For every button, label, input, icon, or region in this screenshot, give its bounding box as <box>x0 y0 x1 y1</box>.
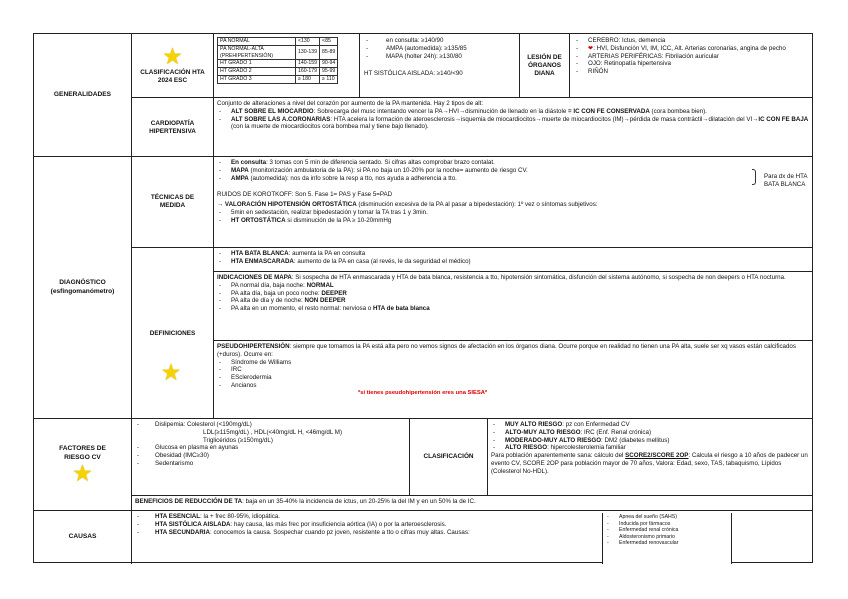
causa-sistolica: - HTA SISTÓLICA AISLADA: hay causa, las más frec por insuficiencia aórtica (IA) o por la arteroesclerosis. <box>135 521 611 529</box>
brace-note: Para dx de HTA BATA BLANCA <box>764 173 808 188</box>
clasificacion-row <box>132 34 812 98</box>
cardiopatia-list <box>217 108 809 131</box>
factores-content <box>132 419 812 510</box>
bata-enmascarada: - HTA ENMASCARADA: aumento de la PA en casa (al revés, le da seguridad el médico) <box>217 258 809 266</box>
section-label-causas: CAUSAS <box>34 511 132 564</box>
star-icon: ★ <box>163 45 182 68</box>
valoracion-heading: → VALORACIÓN HIPOTENSIÓN ORTOSTÁTICA (disminución excesiva de la PA al pasar a bipedestación): 1º vez o síntomas subjetivos: <box>217 201 598 208</box>
secundaria-apnea: - Apnea del sueño (SAHS) <box>605 514 729 521</box>
pseudo-irc: - IRC <box>217 366 809 374</box>
tecnica-consulta: - En consulta: 3 tomas con 5 min de diferencia sentado. Si cifras altas comprobar brazo contalat. <box>217 159 687 167</box>
pseudo-esclerodermia: - ESclerodermia <box>217 374 809 382</box>
riesgo-content <box>488 419 812 495</box>
section-label-factores: FACTORES DE RIESGO CV ★ <box>34 419 132 510</box>
mapa-deeper: - PA alta día, baja un poco noche: DEEPER <box>217 290 809 298</box>
secundaria-farmacos: - Inducida por fármacos <box>605 521 729 528</box>
secundaria-aldosteronismo: - Aldosteronismo primario <box>605 534 729 541</box>
bp-classification-table <box>217 37 338 84</box>
bp-systolic-cell: <130 <box>296 38 320 46</box>
lesion-list <box>574 37 808 76</box>
factores-list <box>135 421 406 468</box>
causas-list <box>135 513 611 536</box>
valoracion-step: - 5min en sedestación, realizar bipedestación y tomar la TA tras 1 y 3min. <box>217 209 809 217</box>
causa-secundaria: - HTA SECUNDARIA: conocemos la causa. Sospechar cuando pz joven, resistente a tto o cifras muy altas. Causas: <box>135 529 611 537</box>
star-icon: ★ <box>162 362 180 384</box>
bp-criteria-list <box>364 37 515 60</box>
causas-content <box>132 511 812 564</box>
bp-table-row <box>218 76 338 84</box>
brace-mark <box>752 169 756 185</box>
definiciones-content <box>214 248 812 418</box>
lesion-items-cell <box>570 34 812 97</box>
bp-table-row <box>218 68 338 76</box>
mapa-normal: - PA normal día, baja noche: NORMAL <box>217 282 809 290</box>
pseudo-list <box>217 359 809 390</box>
secundaria-renal: - Enfermedad renal crónica <box>605 527 729 534</box>
mapa-list <box>217 282 809 313</box>
tecnicas-label-cell: TÉCNICAS DE MEDIDA <box>132 157 214 247</box>
bata-list <box>217 250 809 266</box>
mapa-bata: - PA alta en un momento, el resto normal: nerviosa o HTA de bata blanca <box>217 305 809 313</box>
mapa-non-deeper: - PA alta de día y de noche: NON DEEPER <box>217 297 809 305</box>
factor-sedentarismo: - Sedentarismo <box>135 460 406 468</box>
valoracion-ortostatica: - HT ORTOSTÁTICA si disminución de la PA ≥ 10-20mmHg <box>217 217 809 225</box>
mapa-indicaciones: INDICACIONES DE MAPA: Si sospecha de HTA enmascarada y HTA de bata blanca, resistencia a tto, hipotensión sintomática, disfunción del sistema autónomo, si sospecha de non deepers o HTA nocturna. <box>217 274 786 281</box>
cardiopatia-miocardio: - ALT SOBRE EL MIOCARDIO: Sobrecarga del musc intentando vencer la PA→HVI→disminución de llenado en la diástole = IC CON FE CONSERVADA (cora bombea bien). <box>217 108 809 116</box>
bp-diastolic-cell: 85-89 <box>320 46 338 60</box>
bp-systolic-cell: 160-179 <box>296 68 320 76</box>
bp-diastolic-cell: ≥ 110 <box>320 76 338 84</box>
factor-dislipemia: - Dislipemia: Colesterol (<190mg/dL) <box>135 421 406 429</box>
bp-table-row <box>218 46 338 60</box>
definiciones-row <box>132 248 812 418</box>
definiciones-label-cell: DEFINICIONES ★ <box>132 248 214 418</box>
lesion-arterias: - ARTERIAS PERIFÉRICAS: Fibrilación auricular <box>574 53 808 61</box>
diagnostico-content <box>132 157 812 418</box>
factor-trigliceridos: Triglicéridos (≥150mg/dL) <box>203 436 273 444</box>
pseudo-definition: PSEUDOHIPERTENSIÓN: siempre que tomamos la PA está alta pero no vemos signos de afectación en los órganos diana. Ocurre porque en realidad no tienen una PA alta, suele ser xq vasos están calcificados (+duros). Ocurre en: <box>217 343 796 358</box>
sistolica-aislada: HT SISTÓLICA AISLADA: ≥140/<90 <box>364 70 463 78</box>
bp-diastolic-cell: 95-99 <box>320 68 338 76</box>
bp-systolic-cell: ≥ 180 <box>296 76 320 84</box>
summary-table <box>33 33 813 563</box>
pseudo-ancianos: - Ancianos <box>217 382 809 390</box>
lesion-cerebro: - CEREBRO: Ictus, demencia <box>574 37 808 45</box>
criteria-consulta: - en consulta: ≥140/90 <box>364 37 515 45</box>
section-label-generalidades: GENERALIDADES <box>34 34 132 156</box>
tecnicas-content <box>214 157 812 247</box>
bp-criteria-cell <box>360 34 520 97</box>
clasificacion-label-cell: ★ CLASIFICACIÓN HTA 2024 ESC <box>132 34 214 97</box>
bp-category-cell: HT GRADO 3 <box>218 76 296 84</box>
row-factores <box>34 419 812 511</box>
star-icon: ★ <box>73 462 92 485</box>
cardiopatia-content <box>214 98 812 156</box>
causas-list-cell <box>132 511 614 564</box>
mapa-block <box>214 272 812 341</box>
section-label-diagnostico: DIAGNÓSTICO (esfingomanómetro) <box>34 157 132 418</box>
factores-main <box>132 419 812 496</box>
criteria-mapa: - MAPA (holter 24h): ≥130/80 <box>364 53 515 61</box>
beneficios-row: BENEFICIOS DE REDUCCIÓN DE TA: baja en un 35-40% la incidencia de ictus, un 20-25% la del IM y en un 50% la de IC. <box>135 498 476 505</box>
score-note: Para población aparentemente sana: cálculo del SCORE2/SCORE 2OP: Calcula el riesgo a 10 años de padecer un evento CV, SCORE 2OP para población mayor de 70 años, Valora: Edad, sexo, TAS, tabaquismo, Lípidos (Colesterol No-HDL). <box>491 452 808 475</box>
pseudo-block <box>214 341 812 418</box>
arrow-right-icon: → <box>217 201 224 208</box>
row-diagnostico <box>34 157 812 419</box>
causa-esencial: - HTA ESENCIAL: la + frec 80-95%, idiopática. <box>135 513 611 521</box>
riesgo-alto: - ALTO RIESGO: hipercolesterolemia familiar <box>491 444 809 452</box>
lesion-ojo: - OJO: Retinopatía hipertensiva <box>574 60 808 68</box>
cardiopatia-intro: Conjunto de alteraciones a nivel del corazón por aumento de la PA mantenida. Hay 2 tipos de alt: <box>217 100 484 107</box>
row-generalidades <box>34 34 812 157</box>
riesgo-moderado: - MODERADO-MUY ALTO RIESGO: DM2 (diabetes mellitus) <box>491 437 809 445</box>
bp-table-row <box>218 60 338 68</box>
bp-category-cell: PA NORMAL-ALTA (PREHIPERTENSIÓN) <box>218 46 296 60</box>
lesion-rinon: - RIÑÓN <box>574 68 808 76</box>
lesion-corazon: - ❤: HVI, Disfunción VI, IM, ICC, Alt. Arterias coronarias, angina de pecho <box>574 45 808 53</box>
pseudo-williams: - Síndrome de Williams <box>217 359 809 367</box>
bp-category-cell: PA NORMAL <box>218 38 296 46</box>
tecnicas-list <box>217 159 687 182</box>
lesion-label-cell: LESIÓN DE ÓRGANOS DIANA <box>520 34 570 97</box>
factor-obesidad: - Obesidad (IMC≥30) <box>135 452 406 460</box>
factores-list-cell <box>132 419 410 495</box>
riesgo-alto-muy-alto: - ALTO-MUY ALTO RIESGO: IRC (Enf. Renal crónica) <box>491 429 809 437</box>
tecnica-ampa: - AMPA (automedida): nos da info sobre la resp a tto, nos ayuda a adherencia a tto. <box>217 175 687 183</box>
bp-systolic-cell: 140-159 <box>296 60 320 68</box>
bp-table-row <box>218 38 338 46</box>
bata-block <box>214 248 812 272</box>
bata-blanca: - HTA BATA BLANCA: aumenta la PA en consulta <box>217 250 809 258</box>
bp-table-cell <box>214 34 360 97</box>
row-causas <box>34 511 812 564</box>
cardiopatia-row <box>132 98 812 156</box>
heart-icon: ❤ <box>588 44 594 52</box>
valoracion-list <box>217 209 809 225</box>
factor-glucosa: - Glucosa en plasma en ayunas <box>135 444 406 452</box>
riesgo-muy-alto: - MUY ALTO RIESGO: pz con Enfermedad CV <box>491 421 809 429</box>
clasificacion-riesgo-label: CLASIFICACIÓN <box>410 419 488 495</box>
bp-category-cell: HT GRADO 1 <box>218 60 296 68</box>
bp-diastolic-cell: 90-94 <box>320 60 338 68</box>
riesgo-list <box>491 421 809 452</box>
tecnica-mapa: - MAPA (monitorización ambulatoria de la PA): si PA no baja un 10-20% por la noche= aumento de riesgo CV. <box>217 167 687 175</box>
bp-category-cell: HT GRADO 2 <box>218 68 296 76</box>
bp-systolic-cell: 130-139 <box>296 46 320 60</box>
generalidades-content <box>132 34 812 156</box>
secundarias-box <box>602 513 732 564</box>
secundaria-renovascular: - Enfermedad renovascular <box>605 540 729 547</box>
tecnicas-row <box>132 157 812 248</box>
cardiopatia-label-cell: CARDIOPATÍA HIPERTENSIVA <box>132 98 214 156</box>
korotkoff-note: RUIDOS DE KOROTKOFF: Son 5. Fase 1= PAS y Fase 5=PAD <box>217 191 393 199</box>
cardiopatia-coronarias: - ALT SOBRE LAS A.CORONARIAS: HTA acelera la formación de ateroesclerosis→isquemia de miocardiocitos→muerte de miocardiocitos (IM)→pérdida de masa contráctil→dilatación del VI→IC CON FE BAJA (con la muerte de miocardiocitos cora bombea mal y tiene bajo llenado). <box>217 116 809 132</box>
bp-diastolic-cell: <85 <box>320 38 338 46</box>
criteria-ampa: - AMPA (automedida): ≥135/85 <box>364 45 515 53</box>
secundarias-list <box>605 514 729 547</box>
pseudo-note: *si tienes pseudohipertensión eres una SIESA* <box>358 390 488 396</box>
factor-ldl-hdl: LDL(≥115mg/dL) , HDL(<40mg/dL H, <46mg/dL M) <box>203 428 343 436</box>
